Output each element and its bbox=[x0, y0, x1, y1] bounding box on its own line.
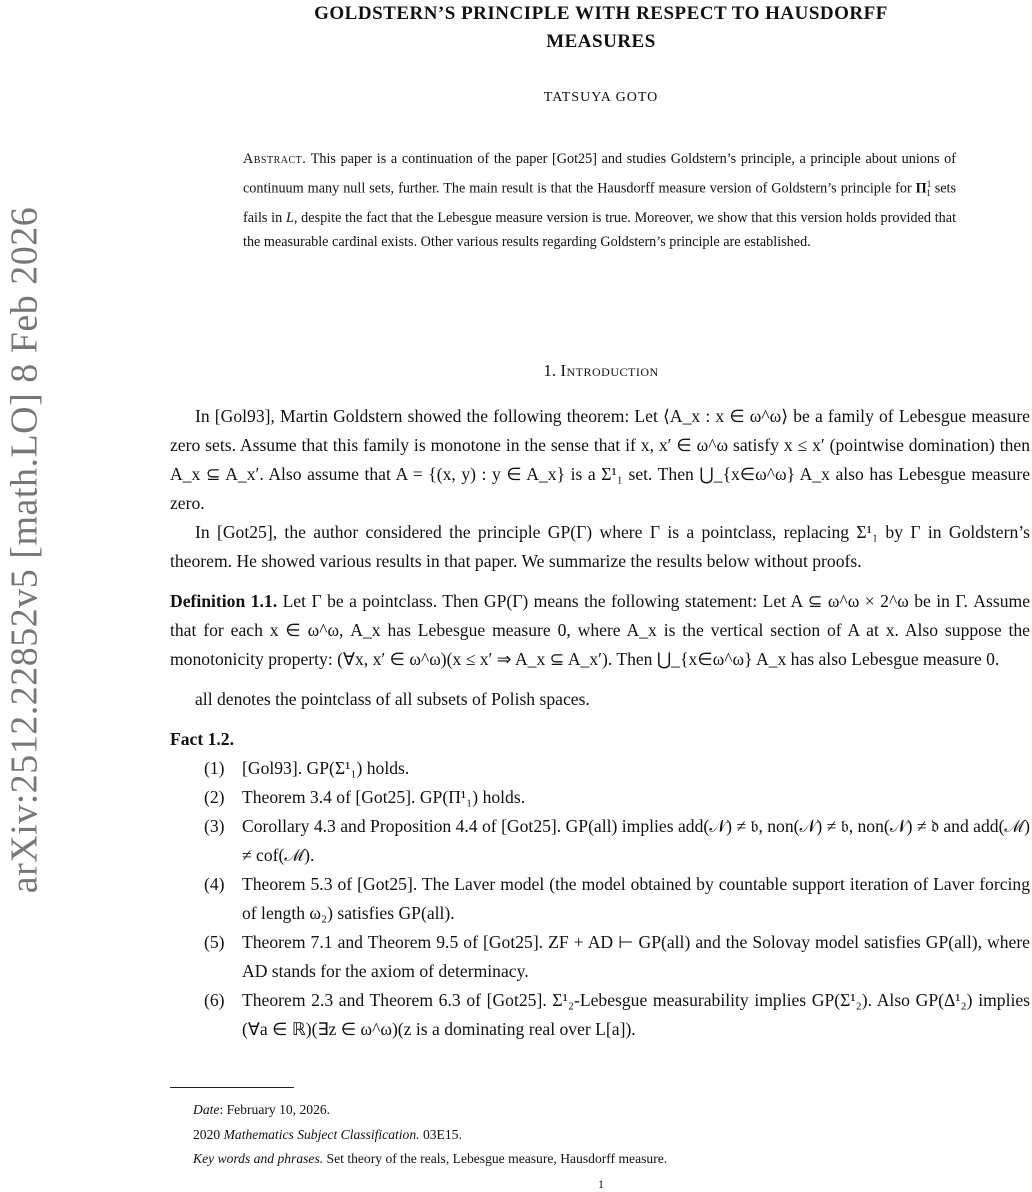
abstract-sub: 1 bbox=[926, 188, 931, 199]
fact-1-2 bbox=[170, 725, 1030, 1044]
fact-item-text: Corollary 4.3 and Proposition 4.4 of [Got25]. GP(all) implies add(𝒩) ≠ 𝔟, non(𝒩) ≠ 𝔟, non(𝒩) ≠ 𝔡 and add(ℳ) ≠ cof(ℳ). bbox=[242, 816, 1030, 865]
abstract-text-1: This paper is a continuation of the paper [Got25] and studies Goldstern’s principle, a principle about unions of continuum many null sets, further. The main result is that the Hausdorff measure version of Goldstern’s principle for bbox=[243, 151, 956, 197]
fact-label: Fact 1.2. bbox=[170, 729, 235, 749]
definition-label: Definition 1.1. bbox=[170, 591, 278, 611]
abstract-L: L bbox=[285, 209, 294, 226]
fact-item-5 bbox=[170, 928, 1030, 986]
abstract-pi: Π bbox=[915, 180, 927, 197]
footnote-keywords bbox=[193, 1147, 1013, 1172]
title-line-2: MEASURES bbox=[546, 31, 656, 52]
fact-item-text: Theorem 7.1 and Theorem 9.5 of [Got25]. ZF + AD ⊢ GP(all) and the Solovay model satisfies GP(all), where AD stands for the axiom of determinacy. bbox=[242, 932, 1030, 981]
fact-item-3 bbox=[170, 812, 1030, 870]
fact-item-text: [Gol93]. GP(Σ¹₁) holds. bbox=[242, 758, 410, 778]
author-name: TATSUYA GOTO bbox=[543, 90, 659, 105]
fact-item-text: Theorem 2.3 and Theorem 6.3 of [Got25]. Σ¹₂-Lebesgue measurability implies GP(Σ¹₂). Also GP(Δ¹₂) implies (∀a ∈ ℝ)(∃z ∈ ω^ω)(z is a dominating real over L[a]). bbox=[242, 990, 1030, 1039]
msc-label: Mathematics Subject Classification. bbox=[223, 1126, 420, 1142]
fact-item-number: (6) bbox=[204, 990, 225, 1010]
fact-item-2 bbox=[170, 783, 1030, 812]
footnotes bbox=[193, 1098, 1013, 1172]
fact-item-6 bbox=[170, 986, 1030, 1044]
arxiv-sidebar-stamp bbox=[2, 170, 46, 930]
msc-value: 03E15. bbox=[419, 1126, 462, 1142]
title-line-1: GOLDSTERN’S PRINCIPLE WITH RESPECT TO HAUSDORFF bbox=[314, 3, 888, 24]
definition-1-1 bbox=[170, 587, 1030, 674]
all-pointclass-note: all denotes the pointclass of all subsets of Polish spaces. bbox=[195, 689, 590, 709]
fact-item-text: Theorem 3.4 of [Got25]. GP(Π¹₁) holds. bbox=[242, 787, 526, 807]
intro-paragraph-1: In [Gol93], Martin Goldstern showed the following theorem: Let ⟨A_x : x ∈ ω^ω⟩ be a family of Lebesgue measure zero sets. Assume that this family is monotone in the sense that if x, x′ ∈ ω^ω satisfy x ≤ x′ (pointwise domination) then A_x ⊆ A_x′. Also assume that A = {(x, y) : y ∈ A_x} is a Σ¹₁ set. Then ⋃_{x∈ω^ω} A_x also has Lebesgue measure zero. bbox=[170, 406, 1030, 513]
abstract-text-3: , despite the fact that the Lebesgue measure version is true. Moreover, we show that this version holds provided that the measurable cardinal exists. Other various results regarding Goldstern’s principle are established. bbox=[243, 209, 957, 251]
intro-paragraph-2: In [Got25], the author considered the principle GP(Γ) where Γ is a pointclass, replacing Σ¹₁ by Γ in Goldstern’s theorem. He showed various results in that paper. We summarize the results below without proofs. bbox=[170, 522, 1030, 571]
section-title: Introduction bbox=[560, 361, 659, 380]
abstract-text-2: sets fails in bbox=[243, 180, 956, 226]
fact-item-number: (1) bbox=[204, 758, 225, 778]
abstract bbox=[243, 147, 956, 255]
fact-item-number: (5) bbox=[204, 932, 225, 952]
paper-title bbox=[170, 0, 1032, 56]
footnote-date bbox=[193, 1098, 1013, 1123]
abstract-sup: 1 bbox=[926, 178, 932, 189]
section-heading bbox=[170, 361, 1032, 381]
fact-item-text: Theorem 5.3 of [Got25]. The Laver model (the model obtained by countable support iteration of Laver forcing of length ω₂) satisfies GP(all). bbox=[242, 874, 1030, 923]
definition-text: Let Γ be a pointclass. Then GP(Γ) means the following statement: Let A ⊆ ω^ω × 2^ω be in Γ. Assume that for each x ∈ ω^ω, A_x has Lebesgue measure 0, where A_x is the vertical section of A at x. Also suppose the monotonicity property: (∀x, x′ ∈ ω^ω)(x ≤ x′ ⇒ A_x ⊆ A_x′). Then ⋃_{x∈ω^ω} A_x has also Lebesgue measure 0. bbox=[170, 591, 1030, 669]
fact-item-number: (2) bbox=[204, 787, 225, 807]
fact-item-number: (3) bbox=[204, 816, 225, 836]
arxiv-identifier: arXiv:2512.22852v5 [math.LO] 8 Feb 2026 bbox=[3, 206, 45, 894]
fact-list bbox=[170, 754, 1030, 1044]
abstract-label: Abstract. bbox=[243, 151, 307, 167]
fact-item-4 bbox=[170, 870, 1030, 928]
date-label: Date bbox=[193, 1102, 220, 1117]
footnote-rule bbox=[170, 1087, 294, 1088]
main-text bbox=[170, 402, 1030, 1044]
footnote-msc bbox=[193, 1123, 1013, 1148]
date-value: : February 10, 2026. bbox=[219, 1102, 331, 1117]
page-number: 1 bbox=[598, 1177, 604, 1191]
fact-item-number: (4) bbox=[204, 874, 225, 894]
section-number: 1. bbox=[543, 361, 557, 380]
keywords-label: Key words and phrases. bbox=[193, 1151, 324, 1166]
keywords-value: Set theory of the reals, Lebesgue measure, Hausdorff measure. bbox=[323, 1151, 668, 1166]
msc-year: 2020 bbox=[193, 1126, 224, 1142]
fact-item-1 bbox=[170, 754, 1030, 783]
